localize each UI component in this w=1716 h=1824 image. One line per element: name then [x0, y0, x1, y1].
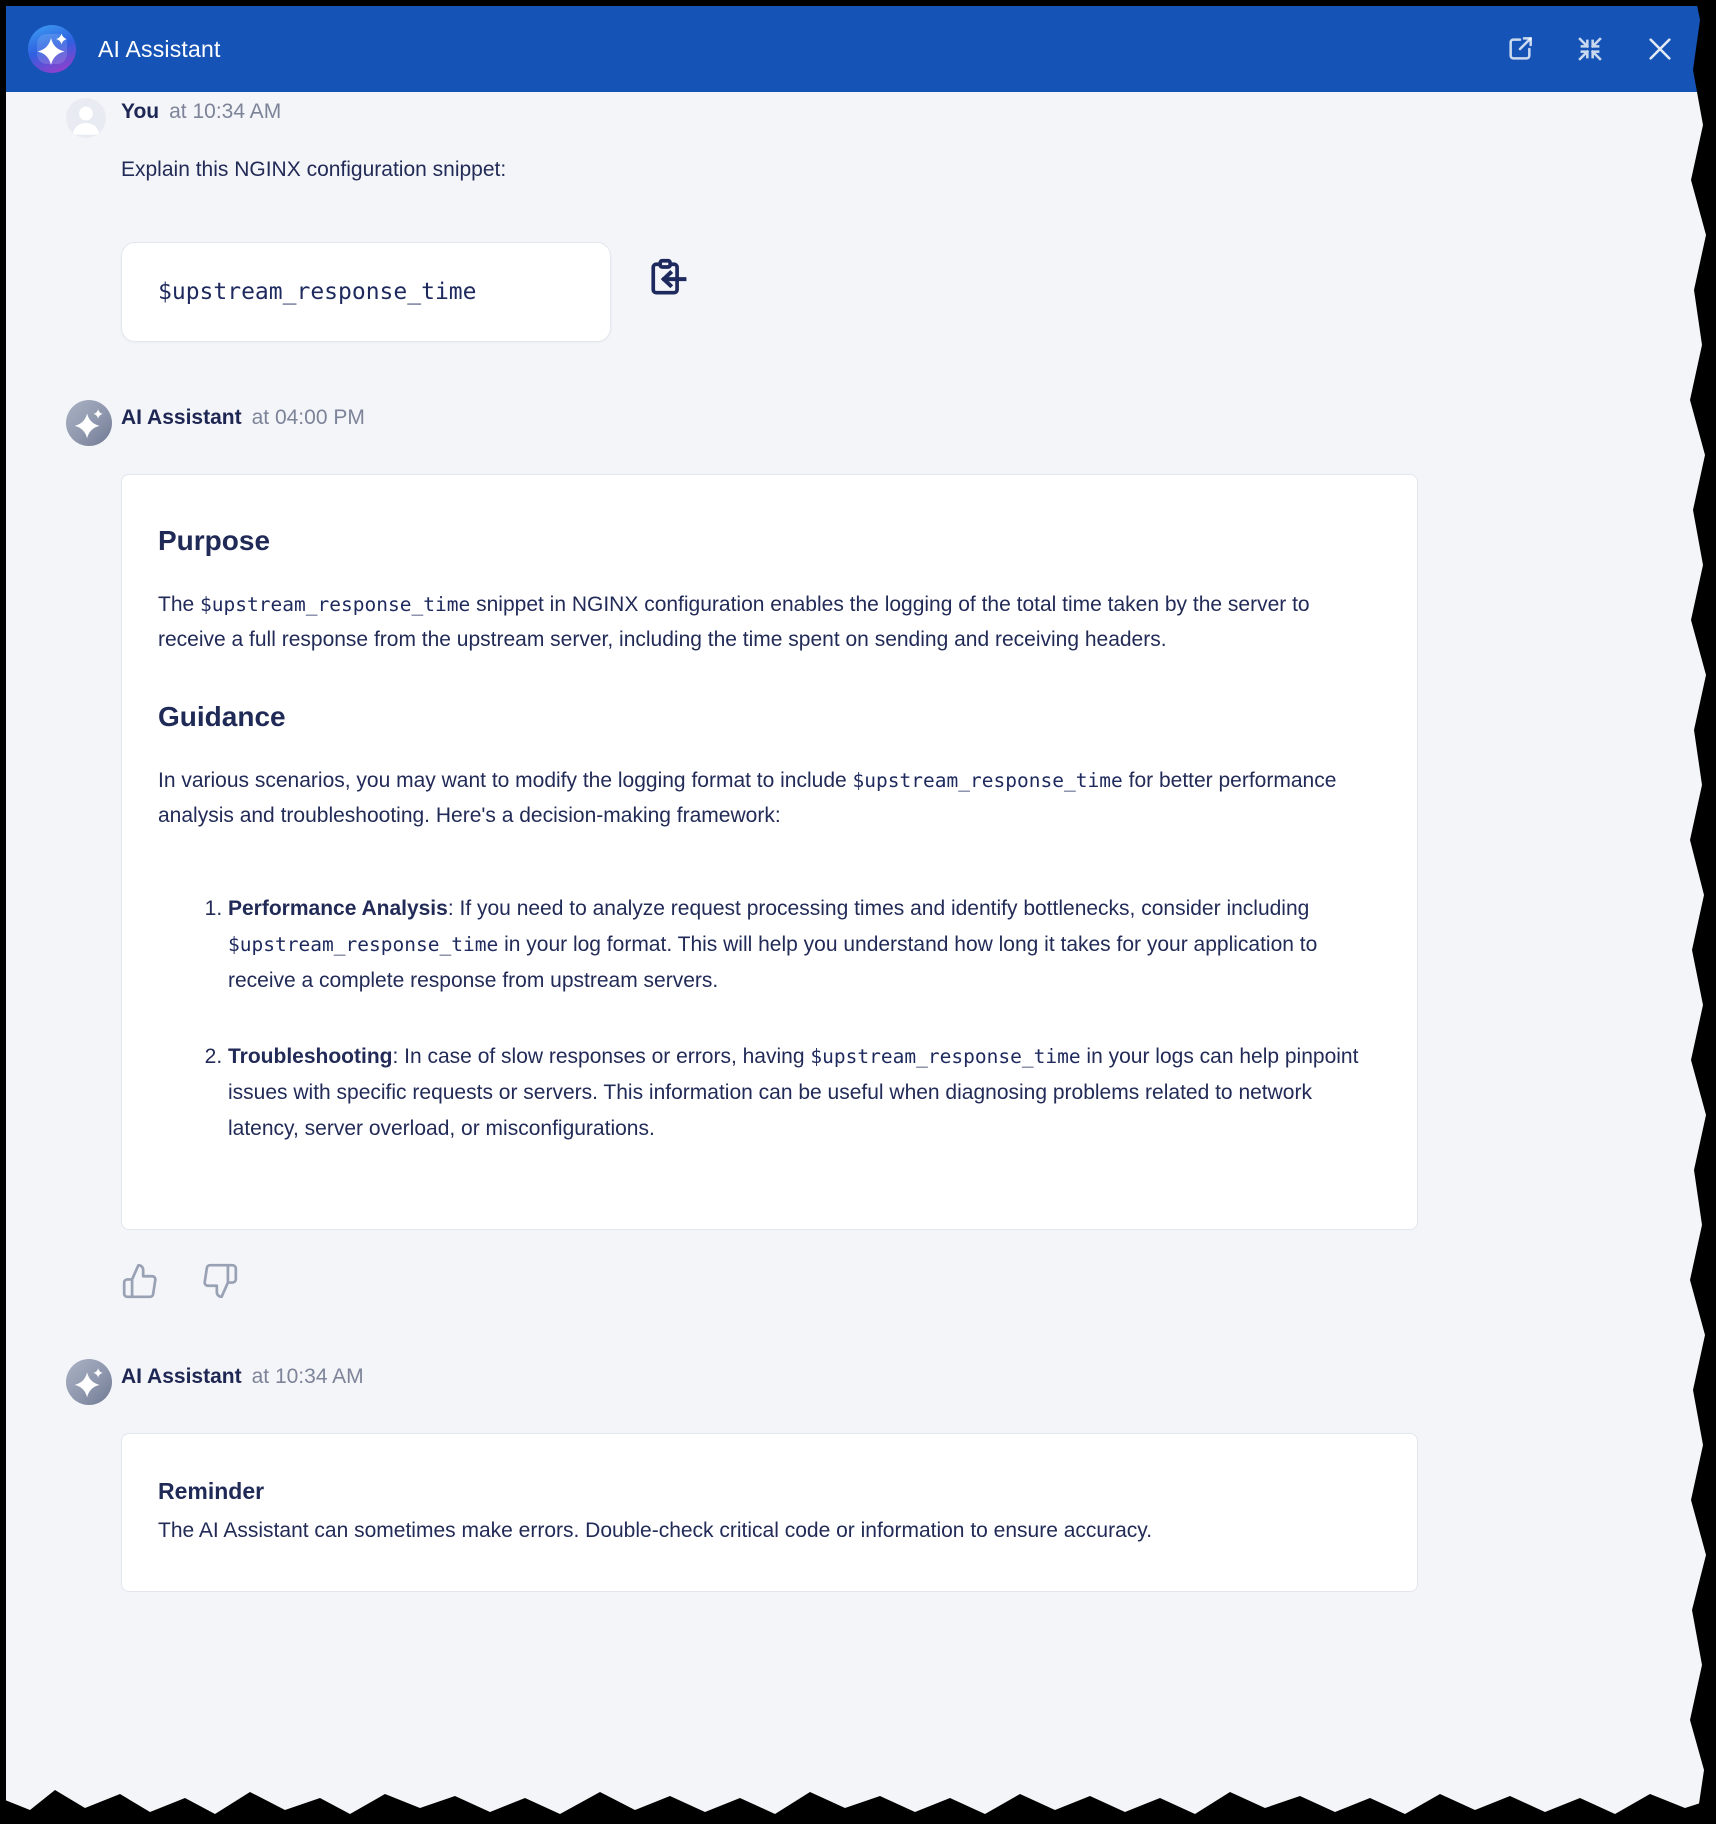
author-name: AI Assistant [121, 406, 242, 429]
assistant-reminder-message [6, 1365, 1716, 1592]
reminder-body: The AI Assistant can sometimes make errors. Double-check critical code or information to ensure accuracy. [158, 1519, 1153, 1542]
code-snippet-block [121, 242, 611, 342]
purpose-paragraph: The $upstream_response_time snippet in NGINX configuration enables the logging of the total time taken by the server to receive a full response from the upstream server, including the time spent on sending and receiving headers. [158, 593, 1310, 651]
purpose-heading: Purpose [158, 525, 271, 556]
assistant-answer-card [121, 474, 1418, 1230]
thumbs-up-icon[interactable] [121, 1262, 159, 1303]
user-message [6, 100, 1716, 342]
assistant-avatar-icon [66, 1359, 112, 1405]
author-name: You [121, 100, 160, 123]
timestamp: at 04:00 PM [251, 406, 365, 429]
timestamp: at 10:34 AM [251, 1365, 364, 1388]
feedback-row [121, 1262, 1716, 1303]
header-actions [1502, 31, 1678, 67]
assistant-message [6, 406, 1716, 1230]
ai-assistant-logo-icon [28, 25, 76, 73]
ai-assistant-panel [6, 6, 1716, 1824]
panel-header [6, 6, 1716, 92]
reminder-card [121, 1433, 1418, 1592]
prompt-text: Explain this NGINX configuration snippet: [121, 158, 507, 181]
close-icon[interactable] [1642, 31, 1678, 67]
list-item-troubleshooting: 2. Troubleshooting: In case of slow responses or errors, having $upstream_response_time in your logs can help pinpoint issues with specific requests or servers. This information can be useful when diagnosing problems related to network latency, server overload, or misconfigurations. [228, 1039, 1381, 1147]
reminder-heading: Reminder [158, 1478, 265, 1504]
author-name: AI Assistant [121, 1365, 242, 1388]
collapse-icon[interactable] [1572, 31, 1608, 67]
chat-transcript [6, 92, 1716, 1592]
thumbs-down-icon[interactable] [201, 1262, 239, 1303]
guidance-paragraph: In various scenarios, you may want to modify the logging format to include $upstream_response_time for better performance analysis and troubleshooting. Here's a decision-making framework: [158, 769, 1337, 827]
code-snippet-row [121, 242, 1716, 342]
timestamp: at 10:34 AM [169, 100, 282, 123]
code-snippet-text: $upstream_response_time [158, 279, 477, 305]
assistant-avatar-icon [66, 400, 112, 446]
decision-framework-list [194, 891, 1381, 1147]
copy-to-clipboard-icon[interactable] [645, 256, 689, 303]
panel-title: AI Assistant [98, 35, 221, 62]
open-in-new-window-icon[interactable] [1502, 31, 1538, 67]
user-avatar-icon [66, 98, 106, 138]
guidance-heading: Guidance [158, 701, 286, 732]
list-item-performance-analysis: 1. Performance Analysis: If you need to analyze request processing times and identify bottlenecks, consider including $upstream_response_time in your log format. This will help you understand how long it takes for your application to receive a complete response from upstream servers. [228, 891, 1381, 999]
